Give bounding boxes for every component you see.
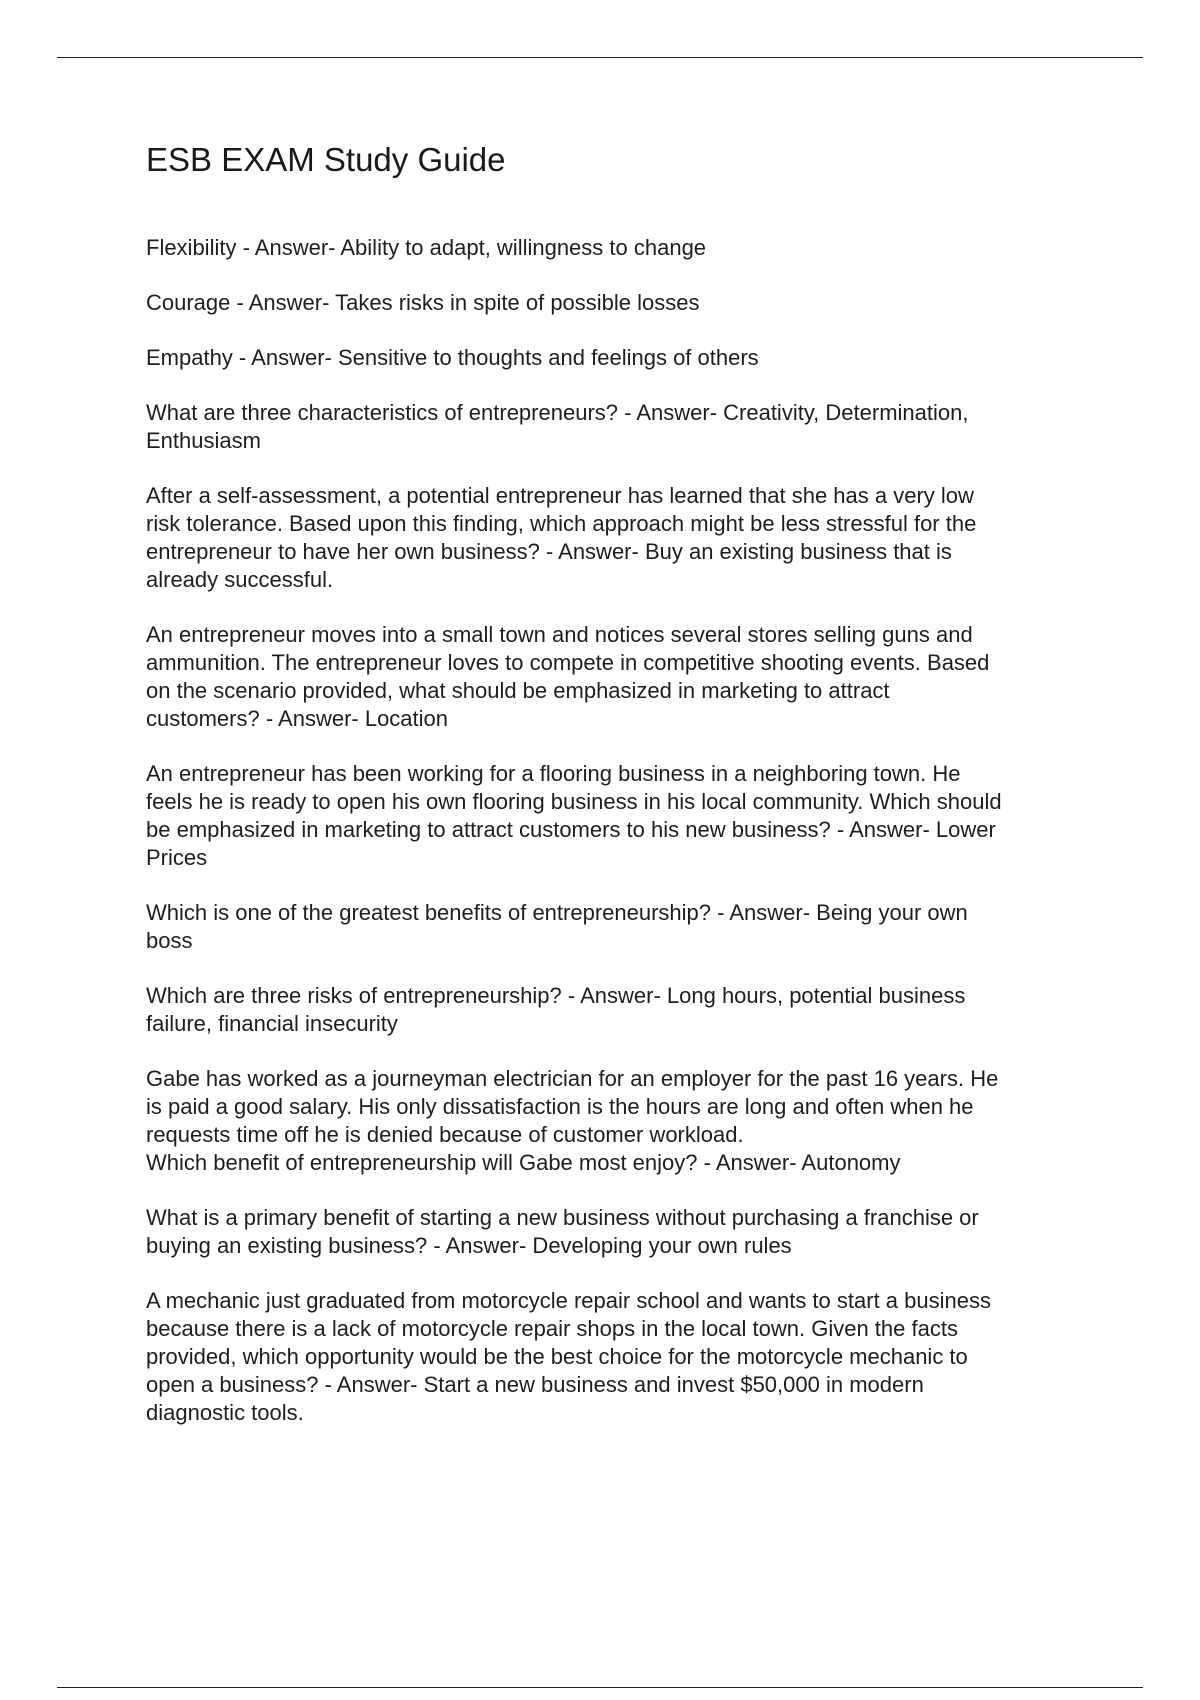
qa-item: Empathy - Answer- Sensitive to thoughts and feelings of others (146, 344, 759, 370)
page-bottom-rule (57, 1687, 1143, 1688)
qa-item: An entrepreneur moves into a small town and notices several stores selling guns and ammunition. The entrepreneur loves to compete in competitive shooting events. Based on the scenario provided, what should be emphasized in marketing to attract customers? - Answer- Location (146, 621, 990, 731)
qa-item: Which is one of the greatest benefits of entrepreneurship? - Answer- Being your own boss (146, 899, 968, 953)
qa-item: Courage - Answer- Takes risks in spite of possible losses (146, 289, 700, 315)
qa-item: Flexibility - Answer- Ability to adapt, willingness to change (146, 234, 707, 260)
qa-item: Gabe has worked as a journeyman electrician for an employer for the past 16 years. He is paid a good salary. His only dissatisfaction is the hours are long and often when he requests time off he is denied because of customer workload. Which benefit of entrepreneurship will Gabe most enjoy? - Answer- Autonomy (146, 1065, 999, 1175)
qa-item: A mechanic just graduated from motorcycle repair school and wants to start a business because there is a lack of motorcycle repair shops in the local town. Given the facts provided, which opportunity would be the best choice for the motorcycle mechanic to open a business? - Answer- Start a new business and invest $50,000 in modern diagnostic tools. (146, 1287, 991, 1425)
qa-item: What is a primary benefit of starting a new business without purchasing a franchise or buying an existing business? - Answer- Developing your own rules (146, 1204, 979, 1258)
qa-list (146, 234, 1096, 1427)
qa-item: After a self-assessment, a potential entrepreneur has learned that she has a very low risk tolerance. Based upon this finding, which approach might be less stressful for the entrepreneur to have her own business? - Answer- Buy an existing business that is already successful. (146, 482, 977, 592)
page-title: ESB EXAM Study Guide (146, 141, 506, 178)
qa-item: Which are three risks of entrepreneurship? - Answer- Long hours, potential business failure, financial insecurity (146, 982, 966, 1036)
qa-item: An entrepreneur has been working for a flooring business in a neighboring town. He feels he is ready to open his own flooring business in his local community. Which should be emphasized in marketing to attract customers to his new business? - Answer- Lower Prices (146, 760, 1002, 870)
document-body (146, 140, 1096, 1454)
qa-item: What are three characteristics of entrepreneurs? - Answer- Creativity, Determination, Enthusiasm (146, 399, 969, 453)
page-top-rule (57, 57, 1143, 58)
